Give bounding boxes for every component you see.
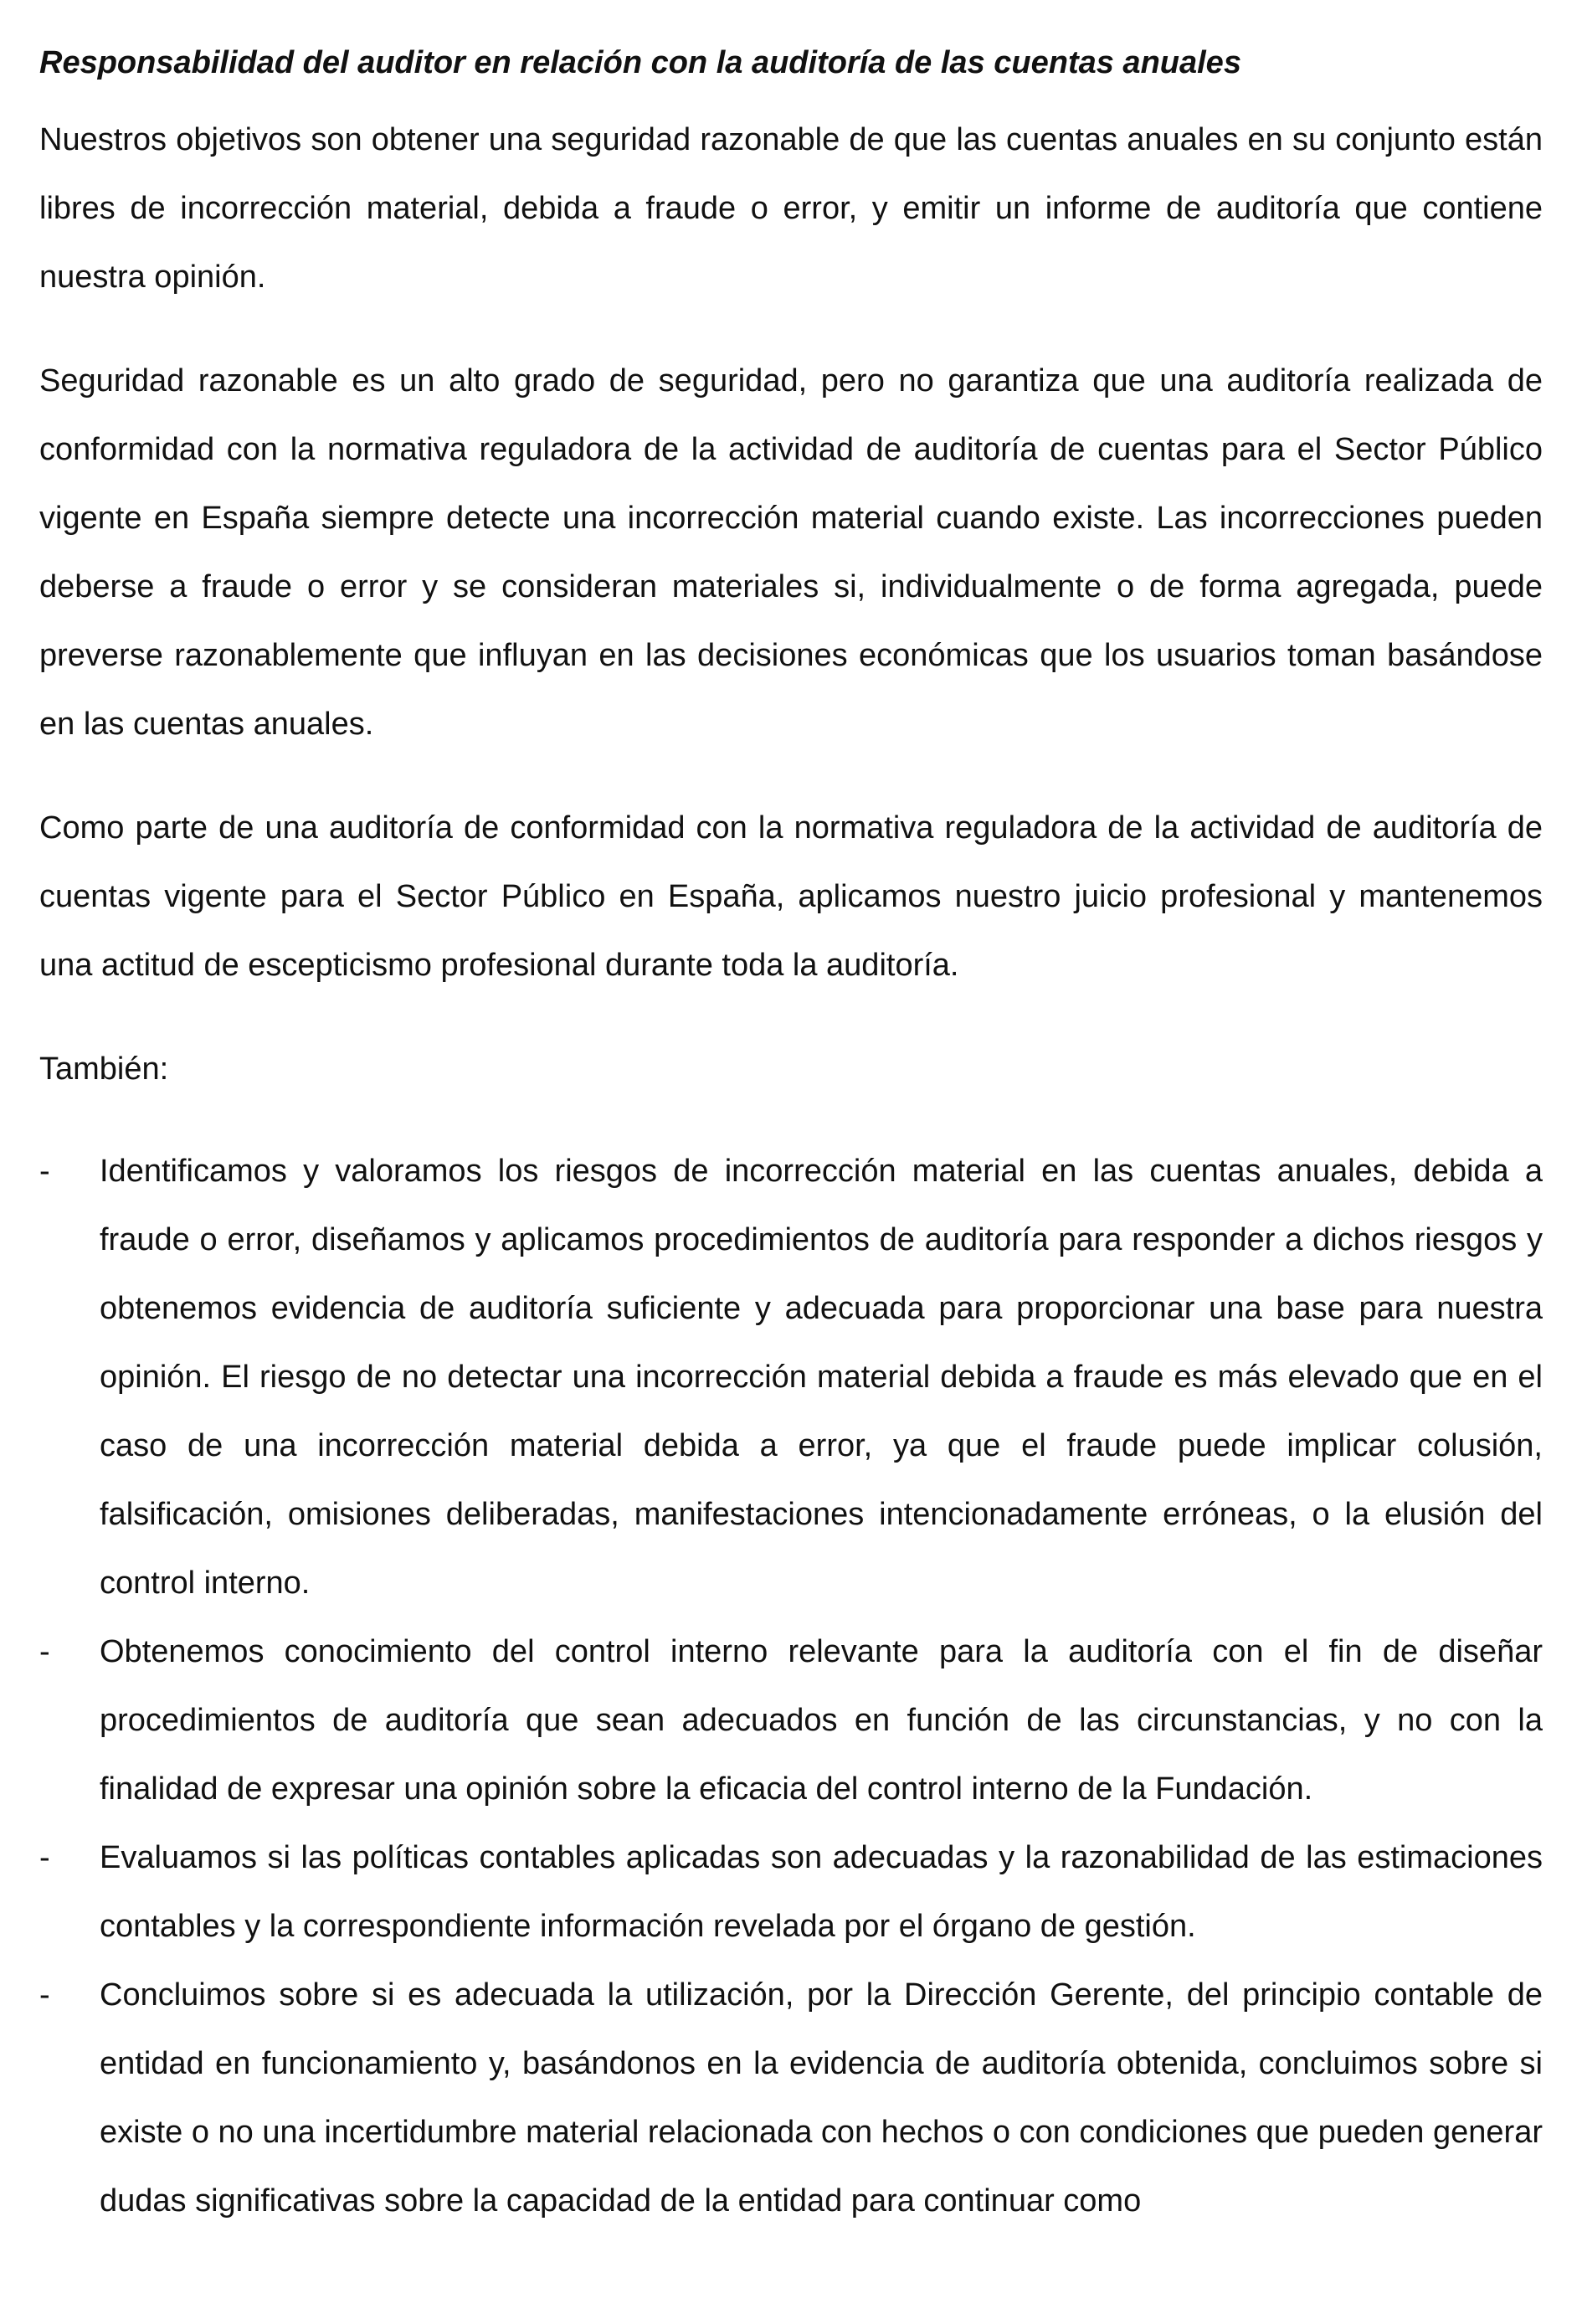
list-item	[39, 1617, 1543, 1823]
list-item-text: Obtenemos conocimiento del control interno relevante para la auditoría con el fin de diseñar procedimientos de auditoría que sean adecuados en función de las circunstancias, y no con la finalidad de expresar una opinión sobre la eficacia del control interno de la Fundación.	[100, 1634, 1543, 1807]
list-item	[39, 1137, 1543, 1617]
bullet-dash: -	[39, 1840, 50, 1875]
list-item	[39, 1961, 1543, 2235]
paragraph-objectives: Nuestros objetivos son obtener una seguridad razonable de que las cuentas anuales en su conjunto están libres de incorrección material, debida a fraude o error, y emitir un informe de auditoría que contiene nuestra opinión.	[39, 122, 1543, 295]
bullet-dash: -	[39, 1154, 50, 1189]
document-page	[39, 37, 1543, 2235]
list-item	[39, 1823, 1543, 1961]
paragraph-also: También:	[39, 1051, 169, 1087]
list-item-text: Concluimos sobre si es adecuada la utilización, por la Dirección Gerente, del principio contable de entidad en funcionamiento y, basándonos en la evidencia de auditoría obtenida, concluimos sobre si existe o no una incertidumbre material relacionada con hechos o con condiciones que pueden generar dudas significativas sobre la capacidad de la entidad para continuar como	[100, 1977, 1543, 2219]
paragraph-reasonable-assurance: Seguridad razonable es un alto grado de seguridad, pero no garantiza que una auditoría realizada de conformidad con la normativa reguladora de la actividad de auditoría de cuentas para el Sector Público vigente en España siempre detecte una incorrección material cuando existe. Las incorrecciones pueden deberse a fraude o error y se consideran materiales si, individualmente o de forma agregada, puede preverse razonablemente que influyan en las decisiones económicas que los usuarios toman basándose en las cuentas anuales.	[39, 363, 1543, 742]
section-heading: Responsabilidad del auditor en relación con la auditoría de las cuentas anuales	[39, 45, 1241, 80]
bullet-dash: -	[39, 1634, 50, 1669]
paragraph-professional-judgement: Como parte de una auditoría de conformidad con la normativa reguladora de la actividad de auditoría de cuentas vigente para el Sector Público en España, aplicamos nuestro juicio profesional y mantenemos una actitud de escepticismo profesional durante toda la auditoría.	[39, 810, 1543, 983]
responsibilities-list	[39, 1137, 1543, 2235]
bullet-dash: -	[39, 1977, 50, 2013]
list-item-text: Identificamos y valoramos los riesgos de incorrección material en las cuentas anuales, debida a fraude o error, diseñamos y aplicamos procedimientos de auditoría para responder a dichos riesgos y obtenemos evidencia de auditoría suficiente y adecuada para proporcionar una base para nuestra opinión. El riesgo de no detectar una incorrección material debida a fraude es más elevado que en el caso de una incorrección material debida a error, ya que el fraude puede implicar colusión, falsificación, omisiones deliberadas, manifestaciones intencionadamente erróneas, o la elusión del control interno.	[100, 1154, 1543, 1601]
list-item-text: Evaluamos si las políticas contables aplicadas son adecuadas y la razonabilidad de las estimaciones contables y la correspondiente información revelada por el órgano de gestión.	[100, 1840, 1543, 1944]
